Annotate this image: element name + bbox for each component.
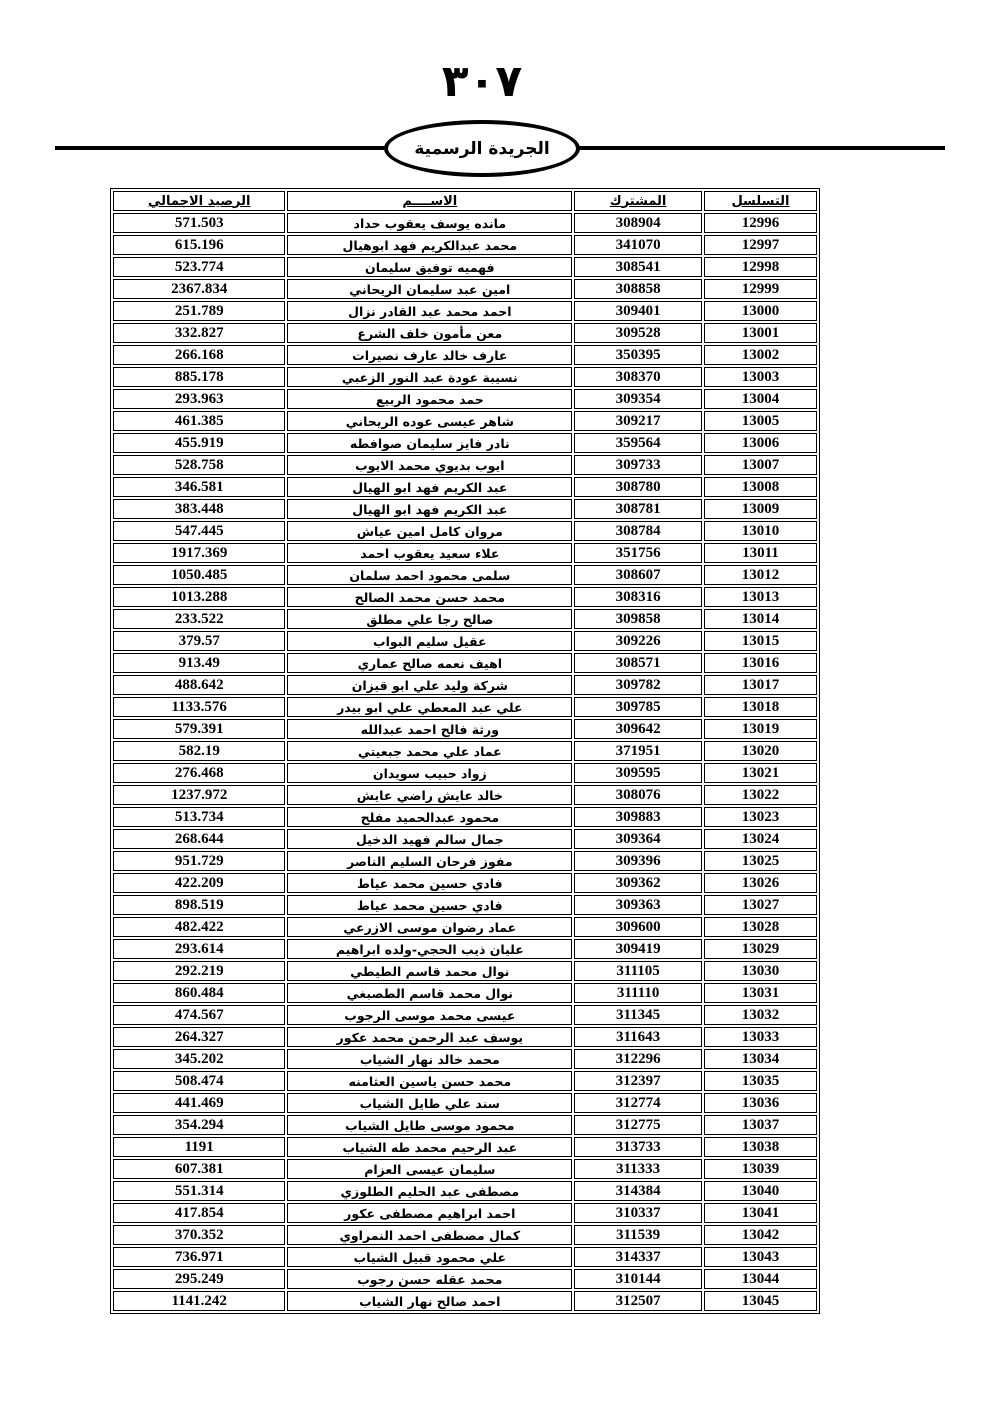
serial-cell: 13011 (704, 543, 817, 563)
name-cell: عليان ذيب الحجي-ولده ابراهيم (287, 939, 572, 959)
table-row (113, 389, 817, 409)
serial-cell: 13020 (704, 741, 817, 761)
table-row (113, 1291, 817, 1311)
name-cell: عبد الكريم فهد ابو الهيال (287, 477, 572, 497)
name-cell: نوال محمد قاسم الطصبغي (287, 983, 572, 1003)
table-row (113, 235, 817, 255)
serial-cell: 13044 (704, 1269, 817, 1289)
subscriber-cell: 371951 (574, 741, 702, 761)
table-row (113, 257, 817, 277)
column-header-balance: الرصيد الاجمالي (113, 191, 285, 211)
name-cell: يوسف عبد الرحمن محمد عكور (287, 1027, 572, 1047)
subscriber-cell: 312774 (574, 1093, 702, 1113)
subscriber-cell: 309883 (574, 807, 702, 827)
name-cell: كمال مصطفى احمد النمراوي (287, 1225, 572, 1245)
gazette-banner-title: الجريدة الرسمية (414, 138, 550, 159)
name-cell: سند علي طايل الشياب (287, 1093, 572, 1113)
table-row (113, 521, 817, 541)
table-row (113, 741, 817, 761)
subscriber-cell: 313733 (574, 1137, 702, 1157)
name-cell: معن مأمون خلف الشرع (287, 323, 572, 343)
table-row (113, 829, 817, 849)
name-cell: نادر فايز سليمان صوافطه (287, 433, 572, 453)
subscriber-cell: 308781 (574, 499, 702, 519)
balance-cell: 266.168 (113, 345, 285, 365)
serial-cell: 13033 (704, 1027, 817, 1047)
table-row (113, 983, 817, 1003)
serial-cell: 13043 (704, 1247, 817, 1267)
balance-cell: 1191 (113, 1137, 285, 1157)
balance-cell: 268.644 (113, 829, 285, 849)
serial-cell: 13045 (704, 1291, 817, 1311)
table-row (113, 807, 817, 827)
name-cell: نسيبة عودة عبد النور الزعبي (287, 367, 572, 387)
table-body (113, 213, 817, 1311)
serial-cell: 13041 (704, 1203, 817, 1223)
balance-cell: 1141.242 (113, 1291, 285, 1311)
name-cell: عماد رضوان موسى الازرعي (287, 917, 572, 937)
subscriber-cell: 309362 (574, 873, 702, 893)
name-cell: علي محمود قبيل الشياب (287, 1247, 572, 1267)
serial-cell: 13034 (704, 1049, 817, 1069)
subscriber-cell: 309642 (574, 719, 702, 739)
name-cell: خالد عايش راضي عايش (287, 785, 572, 805)
name-cell: محمود عبدالحميد مفلح (287, 807, 572, 827)
table-row (113, 873, 817, 893)
subscriber-cell: 359564 (574, 433, 702, 453)
subscriber-cell: 308904 (574, 213, 702, 233)
table-row (113, 1137, 817, 1157)
balance-cell: 276.468 (113, 763, 285, 783)
table-row (113, 939, 817, 959)
table-row (113, 851, 817, 871)
subscriber-cell: 311345 (574, 1005, 702, 1025)
serial-cell: 13006 (704, 433, 817, 453)
balance-cell: 579.391 (113, 719, 285, 739)
subscriber-cell: 350395 (574, 345, 702, 365)
balance-cell: 370.352 (113, 1225, 285, 1245)
name-cell: عماد علي محمد جبعيتي (287, 741, 572, 761)
serial-cell: 13010 (704, 521, 817, 541)
table-row (113, 499, 817, 519)
records-table-frame (110, 188, 820, 1314)
serial-cell: 13019 (704, 719, 817, 739)
table-row (113, 1225, 817, 1245)
name-cell: محمود موسى طايل الشياب (287, 1115, 572, 1135)
serial-cell: 13036 (704, 1093, 817, 1113)
name-cell: علاء سعيد يعقوب احمد (287, 543, 572, 563)
subscriber-cell: 309785 (574, 697, 702, 717)
serial-cell: 12997 (704, 235, 817, 255)
table-row (113, 587, 817, 607)
serial-cell: 13003 (704, 367, 817, 387)
serial-cell: 13030 (704, 961, 817, 981)
table-row (113, 323, 817, 343)
subscriber-cell: 312397 (574, 1071, 702, 1091)
subscriber-cell: 312775 (574, 1115, 702, 1135)
table-header-row (113, 191, 817, 211)
serial-cell: 13029 (704, 939, 817, 959)
name-cell: محمد حسن ياسين العثامنه (287, 1071, 572, 1091)
serial-cell: 13000 (704, 301, 817, 321)
balance-cell: 582.19 (113, 741, 285, 761)
balance-cell: 455.919 (113, 433, 285, 453)
name-cell: مروان كامل امين عياش (287, 521, 572, 541)
name-cell: محمد خالد نهار الشياب (287, 1049, 572, 1069)
column-header-serial: التسلسل (704, 191, 817, 211)
serial-cell: 13017 (704, 675, 817, 695)
subscriber-cell: 309217 (574, 411, 702, 431)
table-row (113, 1071, 817, 1091)
name-cell: صالح رجا علي مطلق (287, 609, 572, 629)
table-row (113, 1005, 817, 1025)
serial-cell: 13037 (704, 1115, 817, 1135)
serial-cell: 13012 (704, 565, 817, 585)
subscriber-cell: 309419 (574, 939, 702, 959)
serial-cell: 13026 (704, 873, 817, 893)
table-row (113, 1269, 817, 1289)
table-row (113, 961, 817, 981)
serial-cell: 13031 (704, 983, 817, 1003)
table-row (113, 763, 817, 783)
balance-cell: 571.503 (113, 213, 285, 233)
name-cell: ورثة فالح احمد عبدالله (287, 719, 572, 739)
subscriber-cell: 308316 (574, 587, 702, 607)
subscriber-cell: 309401 (574, 301, 702, 321)
serial-cell: 13005 (704, 411, 817, 431)
balance-cell: 1133.576 (113, 697, 285, 717)
name-cell: زواد حبيب سويدان (287, 763, 572, 783)
table-row (113, 345, 817, 365)
balance-cell: 528.758 (113, 455, 285, 475)
subscriber-cell: 309226 (574, 631, 702, 651)
balance-cell: 346.581 (113, 477, 285, 497)
name-cell: احمد محمد عبد القادر نزال (287, 301, 572, 321)
name-cell: مانده يوسف يعقوب حداد (287, 213, 572, 233)
subscriber-cell: 309733 (574, 455, 702, 475)
subscriber-cell: 309858 (574, 609, 702, 629)
balance-cell: 293.963 (113, 389, 285, 409)
subscriber-cell: 314337 (574, 1247, 702, 1267)
balance-cell: 417.854 (113, 1203, 285, 1223)
serial-cell: 12999 (704, 279, 817, 299)
serial-cell: 13016 (704, 653, 817, 673)
balance-cell: 513.734 (113, 807, 285, 827)
serial-cell: 13018 (704, 697, 817, 717)
serial-cell: 13040 (704, 1181, 817, 1201)
table-row (113, 477, 817, 497)
name-cell: محمد عقله حسن رجوب (287, 1269, 572, 1289)
subscriber-cell: 311333 (574, 1159, 702, 1179)
table-row (113, 1159, 817, 1179)
name-cell: شركة وليد علي ابو قيزان (287, 675, 572, 695)
balance-cell: 422.209 (113, 873, 285, 893)
name-cell: ايوب بديوي محمد الايوب (287, 455, 572, 475)
serial-cell: 12998 (704, 257, 817, 277)
balance-cell: 736.971 (113, 1247, 285, 1267)
balance-cell: 354.294 (113, 1115, 285, 1135)
table-row (113, 543, 817, 563)
subscriber-cell: 309595 (574, 763, 702, 783)
serial-cell: 13035 (704, 1071, 817, 1091)
name-cell: مفوز فرحان السليم الناصر (287, 851, 572, 871)
subscriber-cell: 311110 (574, 983, 702, 1003)
table-row (113, 1181, 817, 1201)
serial-cell: 13028 (704, 917, 817, 937)
serial-cell: 13015 (704, 631, 817, 651)
balance-cell: 332.827 (113, 323, 285, 343)
table-row (113, 1203, 817, 1223)
name-cell: شاهر عيسى عوده الريحاني (287, 411, 572, 431)
subscriber-cell: 309364 (574, 829, 702, 849)
serial-cell: 13014 (704, 609, 817, 629)
serial-cell: 13001 (704, 323, 817, 343)
subscriber-cell: 310144 (574, 1269, 702, 1289)
balance-cell: 885.178 (113, 367, 285, 387)
table-row (113, 785, 817, 805)
subscriber-cell: 309396 (574, 851, 702, 871)
balance-cell: 523.774 (113, 257, 285, 277)
table-row (113, 1247, 817, 1267)
serial-cell: 13032 (704, 1005, 817, 1025)
serial-cell: 13024 (704, 829, 817, 849)
table-row (113, 433, 817, 453)
name-cell: جمال سالم فهيد الدخيل (287, 829, 572, 849)
balance-cell: 345.202 (113, 1049, 285, 1069)
serial-cell: 13025 (704, 851, 817, 871)
balance-cell: 293.614 (113, 939, 285, 959)
name-cell: عارف خالد عارف نصيرات (287, 345, 572, 365)
subscriber-cell: 351756 (574, 543, 702, 563)
table-row (113, 609, 817, 629)
subscriber-cell: 309528 (574, 323, 702, 343)
serial-cell: 13021 (704, 763, 817, 783)
records-table (111, 189, 819, 1313)
serial-cell: 13039 (704, 1159, 817, 1179)
table-row (113, 653, 817, 673)
name-cell: مصطفى عبد الحليم الطلوزي (287, 1181, 572, 1201)
balance-cell: 1237.972 (113, 785, 285, 805)
name-cell: محمد عبدالكريم فهد ابوهيال (287, 235, 572, 255)
balance-cell: 508.474 (113, 1071, 285, 1091)
subscriber-cell: 311105 (574, 961, 702, 981)
table-row (113, 719, 817, 739)
name-cell: عبد الرحيم محمد طه الشياب (287, 1137, 572, 1157)
table-row (113, 917, 817, 937)
serial-cell: 13002 (704, 345, 817, 365)
column-header-name: الاســــم (287, 191, 572, 211)
subscriber-cell: 341070 (574, 235, 702, 255)
name-cell: فهميه توفيق سليمان (287, 257, 572, 277)
balance-cell: 1917.369 (113, 543, 285, 563)
subscriber-cell: 308370 (574, 367, 702, 387)
balance-cell: 474.567 (113, 1005, 285, 1025)
serial-cell: 13022 (704, 785, 817, 805)
balance-cell: 913.49 (113, 653, 285, 673)
name-cell: سلمى محمود احمد سلمان (287, 565, 572, 585)
subscriber-cell: 312296 (574, 1049, 702, 1069)
serial-cell: 13009 (704, 499, 817, 519)
balance-cell: 251.789 (113, 301, 285, 321)
balance-cell: 383.448 (113, 499, 285, 519)
name-cell: نوال محمد قاسم الطيطي (287, 961, 572, 981)
balance-cell: 860.484 (113, 983, 285, 1003)
table-row (113, 213, 817, 233)
subscriber-cell: 309363 (574, 895, 702, 915)
name-cell: فادي حسين محمد عياط (287, 895, 572, 915)
balance-cell: 951.729 (113, 851, 285, 871)
name-cell: احمد ابراهيم مصطفى عكور (287, 1203, 572, 1223)
balance-cell: 461.385 (113, 411, 285, 431)
name-cell: محمد حسن محمد الصالح (287, 587, 572, 607)
subscriber-cell: 308784 (574, 521, 702, 541)
subscriber-cell: 308858 (574, 279, 702, 299)
serial-cell: 12996 (704, 213, 817, 233)
balance-cell: 292.219 (113, 961, 285, 981)
name-cell: عقيل سليم البواب (287, 631, 572, 651)
balance-cell: 547.445 (113, 521, 285, 541)
name-cell: عبد الكريم فهد ابو الهيال (287, 499, 572, 519)
balance-cell: 1013.288 (113, 587, 285, 607)
name-cell: علي عبد المعطي علي ابو بيدر (287, 697, 572, 717)
serial-cell: 13008 (704, 477, 817, 497)
table-row (113, 1093, 817, 1113)
table-row (113, 1027, 817, 1047)
subscriber-cell: 309600 (574, 917, 702, 937)
balance-cell: 441.469 (113, 1093, 285, 1113)
table-row (113, 279, 817, 299)
name-cell: فادي حسين محمد عياط (287, 873, 572, 893)
subscriber-cell: 308571 (574, 653, 702, 673)
serial-cell: 13013 (704, 587, 817, 607)
balance-cell: 482.422 (113, 917, 285, 937)
table-row (113, 455, 817, 475)
subscriber-cell: 311643 (574, 1027, 702, 1047)
balance-cell: 379.57 (113, 631, 285, 651)
table-row (113, 411, 817, 431)
subscriber-cell: 308541 (574, 257, 702, 277)
serial-cell: 13023 (704, 807, 817, 827)
gazette-banner-ellipse (384, 120, 580, 177)
balance-cell: 264.327 (113, 1027, 285, 1047)
balance-cell: 1050.485 (113, 565, 285, 585)
subscriber-cell: 308076 (574, 785, 702, 805)
subscriber-cell: 308607 (574, 565, 702, 585)
table-row (113, 367, 817, 387)
subscriber-cell: 308780 (574, 477, 702, 497)
subscriber-cell: 310337 (574, 1203, 702, 1223)
serial-cell: 13038 (704, 1137, 817, 1157)
serial-cell: 13042 (704, 1225, 817, 1245)
balance-cell: 233.522 (113, 609, 285, 629)
balance-cell: 488.642 (113, 675, 285, 695)
name-cell: حمد محمود الربيع (287, 389, 572, 409)
name-cell: عيسى محمد موسى الرجوب (287, 1005, 572, 1025)
subscriber-cell: 309782 (574, 675, 702, 695)
serial-cell: 13004 (704, 389, 817, 409)
balance-cell: 2367.834 (113, 279, 285, 299)
table-row (113, 697, 817, 717)
table-row (113, 675, 817, 695)
table-row (113, 631, 817, 651)
column-header-subscriber: المشترك (574, 191, 702, 211)
name-cell: احمد صالح نهار الشياب (287, 1291, 572, 1311)
name-cell: اهيف نعمه صالح عماري (287, 653, 572, 673)
balance-cell: 295.249 (113, 1269, 285, 1289)
balance-cell: 615.196 (113, 235, 285, 255)
balance-cell: 607.381 (113, 1159, 285, 1179)
balance-cell: 898.519 (113, 895, 285, 915)
table-row (113, 1115, 817, 1135)
table-row (113, 895, 817, 915)
name-cell: امين عبد سليمان الريحاني (287, 279, 572, 299)
subscriber-cell: 311539 (574, 1225, 702, 1245)
subscriber-cell: 312507 (574, 1291, 702, 1311)
serial-cell: 13007 (704, 455, 817, 475)
table-row (113, 1049, 817, 1069)
page-number: ٣٠٧ (441, 56, 523, 107)
table-row (113, 565, 817, 585)
balance-cell: 551.314 (113, 1181, 285, 1201)
subscriber-cell: 314384 (574, 1181, 702, 1201)
table-row (113, 301, 817, 321)
name-cell: سليمان عيسى العزام (287, 1159, 572, 1179)
subscriber-cell: 309354 (574, 389, 702, 409)
serial-cell: 13027 (704, 895, 817, 915)
